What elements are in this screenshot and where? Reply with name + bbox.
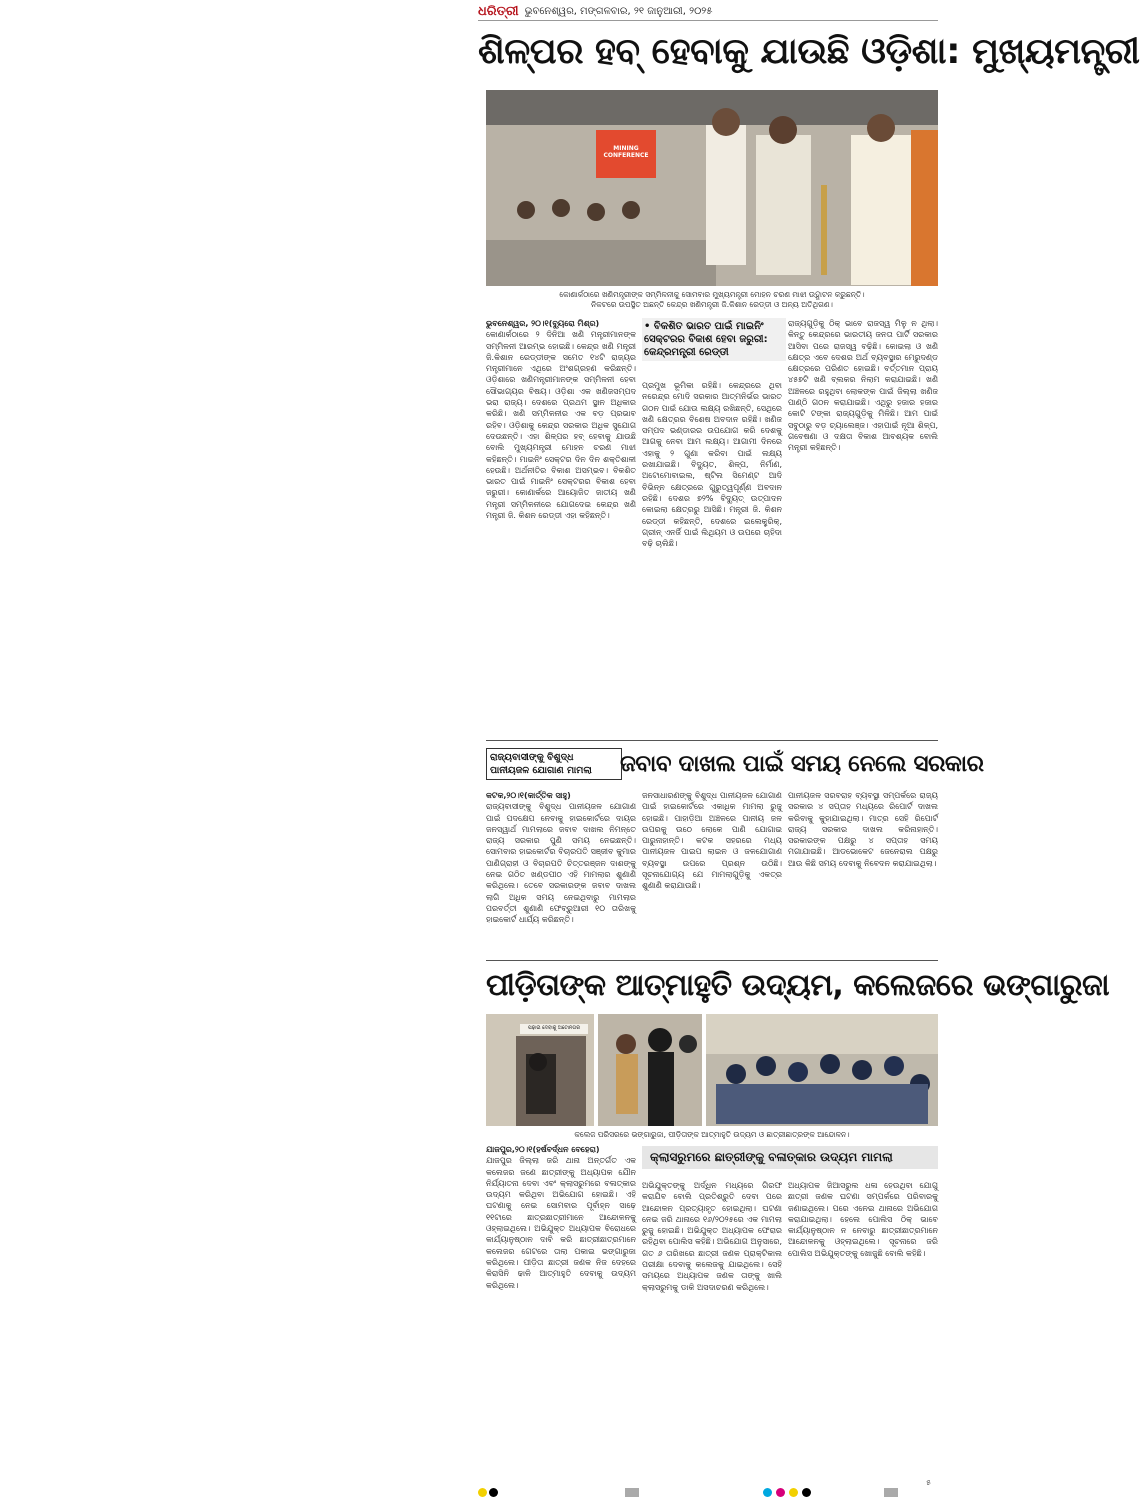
story2-side-head <box>486 748 622 780</box>
story1-subhead: • ବିକଶିତ ଭାରତ ପାଇଁ ମାଇନିଂ ସେକ୍ଟରର ବିକାଶ ହେବା ଜରୁରୀ: କେନ୍ଦ୍ରମନ୍ତ୍ରୀ ରେଡ୍ଡୀ <box>642 318 786 361</box>
story3-column-3: ଅଧ୍ୟାପକ ଜିଆସରୁଲ ଧଳା ହେଉଥିବା ଯୋଗୁ ଛାତ୍ରୀ ଜଣକ ଘଟଣା ସମ୍ପର୍କରେ ପରିବାରକୁ ଜଣାଇଥିଲେ। ପରେ ଏନେଇ ଥାନାରେ ଅଭିଯୋଗ କରାଯାଇଥିଲା। ହେଲେ ପୋଲିସ ଠିକ୍ ଭାବେ କାର୍ଯ୍ୟାନୁଷ୍ଠାନ ନ ନେବାରୁ ଛାତ୍ରୀଛାତ୍ରମାନେ ଆନ୍ଦୋଳନକୁ ଓହ୍ଲାଇଥିଲେ। ସୂଚନାରେ ଜରି ପୋଲିସ ଅଭିଯୁକ୍ତଙ୍କୁ ଖୋଜୁଛି ବୋଲି କହିଛି। <box>788 1181 938 1258</box>
registration-dot-yellow <box>478 1488 487 1497</box>
newspaper-page <box>478 0 1140 1504</box>
registration-dot-black <box>489 1488 498 1497</box>
story2-column-3: ପାନୀୟଜଳ ସରବରାହ ବ୍ୟବସ୍ଥା ସମ୍ପର୍କରେ ରାଜ୍ୟ ସରକାର ୪ ସପ୍ତାହ ମଧ୍ୟରେ ରିପୋର୍ଟ ଦାଖଲ କରିବାକୁ କୁହାଯାଇଥିଲା। ମାତ୍ର ସେହି ରିପୋର୍ଟ ରାଜ୍ୟ ସରକାର ଦାଖଲ କରିନାହାନ୍ତି। ସରକାରଙ୍କ ପକ୍ଷରୁ ୪ ସପ୍ତାହ ସମୟ ମଗାଯାଇଛି। ଆଡଭୋକେଟ ଜେନେରାଲ ପକ୍ଷରୁ ଆଉ କିଛି ସମୟ ଦେବାକୁ ନିବେଦନ କରାଯାଇଥିଲା। <box>788 791 938 868</box>
story3-column-2: ଅଭିଯୁକ୍ତଙ୍କୁ ଅର୍ଦ୍ଧିନ ମଧ୍ୟରେ ଗିରଫ କରାଯିବ ବୋଲି ପ୍ରତିଶ୍ରୁତି ଦେବା ପରେ ଆନ୍ଦୋଳନ ପ୍ରତ୍ୟାହୃତ ହୋଇଥିଲା। ଘଟଣା ନେଇ ଜରି ଥାନାରେ ୧୬/୨୦୨୫ରେ ଏକ ମାମଲା ରୁଜୁ ହୋଇଛି। ଅଭିଯୁକ୍ତ ଅଧ୍ୟାପକ ଫେରାର ରହିଥିବା ପୋଲିସ କହିଛି। ଅଭିଯୋଗ ଅନୁସାରେ, ଗତ ୬ ତାରିଖରେ ଛାତ୍ରୀ ଜଣକ ପ୍ରାକ୍ଟିକାଲ ପରୀକ୍ଷା ଦେବାକୁ କଲେଜକୁ ଯାଇଥିଲେ। ସେହି ସମୟରେ ଅଧ୍ୟାପକ ଜଣକ ତାଙ୍କୁ ଖାଲି କ୍ଲାସରୁମକୁ ଡାକି ଅସଦାଚରଣ କରିଥିଲେ। <box>642 1181 782 1292</box>
registration-gray-block <box>884 1488 898 1497</box>
registration-dot-cyan <box>763 1488 772 1497</box>
story1-headline: ଶିଳ୍ପର ହବ୍ ହେବାକୁ ଯାଉଛି ଓଡ଼ିଶା: ମୁଖ୍ୟମନ୍ତ୍ରୀ <box>478 31 1140 72</box>
story3-photo-1-sign: ପଢ଼ାଇ ଦେବାକୁ ଅଟୋନଗର <box>528 1025 580 1031</box>
story3-byline: ଯାଜପୁର,୨୦।୧(ହର୍ଷବର୍ଦ୍ଧନ ବେହେରା) <box>486 1145 600 1154</box>
story2-column-1 <box>486 790 636 958</box>
story3-headline: ପୀଡ଼ିତାଙ୍କ ଆତ୍ମାହୁତି ଉଦ୍ୟମ, କଲେଜରେ ଭଙ୍ଗାରୁଜା <box>486 968 1110 1003</box>
story2-side-head-line2: ପାନୀୟଜଳ ଯୋଗାଣ ମାମଲା <box>490 765 592 776</box>
story1-caption-line2: ନିକଟରେ ଉପସ୍ଥିତ ଅଛନ୍ତି କେନ୍ଦ୍ର ଖଣିମନ୍ତ୍ରୀ ଜି.କିଶାନ ରେଡ୍ଡୀ ଓ ଅନ୍ୟ ଅତିଥିଗଣ। <box>591 300 833 309</box>
story1-photo-banner: MINING CONFERENCE <box>603 145 649 159</box>
registration-gray-block <box>625 1488 639 1497</box>
story1-photo-illustration <box>486 90 938 286</box>
newspaper-logo: ଧରିତ୍ରୀ <box>478 3 519 19</box>
story3-caption: କଲେଜ ପରିସରରେ ଭଙ୍ଗାରୁଜା, ପୀଡ଼ିତାଙ୍କ ଆତ୍ମାହୁତି ଉଦ୍ୟମ ଓ ଛାତ୍ରୀଛାତ୍ରଙ୍କ ଆନ୍ଦୋଳନ। <box>574 1130 850 1139</box>
story1-column-2: ପ୍ରମୁଖ ଭୂମିକା ରହିଛି। କେନ୍ଦ୍ରରେ ଥିବା ନରେନ୍ଦ୍ର ମୋଦି ସରକାର ଆତ୍ମନିର୍ଭର ଭାରତ ଗଠନ ପାଇଁ ଯୋଉ ଲକ୍ଷ୍ୟ ରଖିଛନ୍ତି, ସେଥିରେ ଖଣି କ୍ଷେତ୍ରର ବିଶେଷ ଅବଦାନ ରହିଛି। ଖଣିଜ ସମ୍ପଦ ଭଣ୍ଡାରର ଉପଯୋଗ କରି ଦେଶକୁ ଆଗକୁ ନେବା ଆମ ଲକ୍ଷ୍ୟ। ଆଗାମୀ ଦିନରେ ଏହାକୁ ୨ ଗୁଣା କରିବା ପାଇଁ ଲକ୍ଷ୍ୟ ରଖାଯାଇଛି। ବିଦ୍ୟୁତ, ଶିଳ୍ପ, ନିର୍ମାଣ, ଅଟୋମୋବାଇଲ, ଷ୍ଟିଲ ସିମେଣ୍ଟ ଆଦି ବିଭିନ୍ନ କ୍ଷେତ୍ରରେ ଗୁରୁତ୍ୱପୂର୍ଣ୍ଣ ଅବଦାନ ରହିଛି। ଦେଶର ୭୨% ବିଦ୍ୟୁତ୍ ଉତ୍ପାଦନ କୋଇଲା କ୍ଷେତ୍ରରୁ ଆସିଛି। ମନ୍ତ୍ରୀ ଜି. କିଶନ ରେଡ୍ଡୀ କହିଛନ୍ତି, ଦେଶରେ ଇଲେକ୍ଟ୍ରିକ୍, ଗ୍ରୀନ୍ ଏନର୍ଜି ପାଇଁ ଲିଥିୟମ ଓ ଉପରେ ଚାହିଦା ବଢ଼ି ଚାଲିଛି। <box>642 381 782 549</box>
story3-column-1-text: ଯାଜପୁର ଜିଲ୍ଲା ଜରି ଥାନା ଅନ୍ତର୍ଗତ ଏକ କଲେଜର ଜଣେ ଛାତ୍ରୀଙ୍କୁ ଅଧ୍ୟାପକ ଯୌନ ନିର୍ଯ୍ୟାତନା ଦେବା ଏବଂ କ୍ଲାସରୁମରେ ବଳାତ୍କାର ଉଦ୍ୟମ କରିଥିବା ଅଭିଯୋଗ ହୋଇଛି। ଏହି ଘଟଣାକୁ ନେଇ ସୋମବାର ପୂର୍ବାହ୍ନ ସାଢ଼େ ୧୧ଟାରେ ଛାତ୍ରଛାତ୍ରୀମାନେ ଆନ୍ଦୋଳନକୁ ଓହ୍ଲାଇଥିଲେ। ଅଭିଯୁକ୍ତ ଅଧ୍ୟାପକ ବିରୋଧରେ କାର୍ଯ୍ୟାନୁଷ୍ଠାନ ଦାବି କରି ଛାତ୍ରୀଛାତ୍ରମାନେ କଲେଜର ଗେଟରେ ତାଲା ପକାଇ ଭଙ୍ଗାରୁଜା କରିଥିଲେ। ପୀଡ଼ିତା ଛାତ୍ରୀ ଜଣକ ନିଜ ଦେହରେ କିରାସିନି ଢାଳି ଆତ୍ମାହୁତି ଦେବାକୁ ଉଦ୍ୟମ କରିଥିଲେ। <box>486 1156 636 1290</box>
story2-byline: କଟକ,୨୦।୧(କାର୍ତ୍ତିକ ସାହୁ) <box>486 791 571 800</box>
divider <box>486 740 938 741</box>
story2-column-2: ଜନସାଧାରଣଙ୍କୁ ବିଶୁଦ୍ଧ ପାନୀୟଜଳ ଯୋଗାଣ ପାଇଁ ହାଇକୋର୍ଟରେ ଏକାଧିକ ମାମଲା ରୁଜୁ ହୋଇଛି। ପାହାଡ଼ିଆ ଅଞ୍ଚଳରେ ପାନୀୟ ଜଳ ଉପରକୁ ଉଠେ ଲୋକେ ପାଣି ଯୋଗାଇ ପାରୁନାହାନ୍ତି। କଟକ ସହରରେ ମଧ୍ୟ ପାନୀୟଜଳ ପାଇପ ଲାଇନ ଓ ଜଳଯୋଗାଣ ବ୍ୟବସ୍ଥା ଉପରେ ପ୍ରଶ୍ନ ଉଠିଛି। ସୂଚନାଯୋଗ୍ୟ ଯେ ମାମଲାଗୁଡ଼ିକୁ ଏକତ୍ର ଶୁଣାଣି କରାଯାଉଛି। <box>642 791 782 891</box>
masthead <box>478 2 938 21</box>
story1-photo <box>486 90 938 286</box>
story2-column-1-text: ରାଜ୍ୟବାସୀଙ୍କୁ ବିଶୁଦ୍ଧ ପାନୀୟଜଳ ଯୋଗାଣ ପାଇଁ ପଦକ୍ଷେପ ନେବାକୁ ହାଇକୋର୍ଟରେ ଦାୟର ଜନସ୍ୱାର୍ଥ ମାମଲାରେ ଜବାବ ଦାଖଲ ନିମନ୍ତେ ରାଜ୍ୟ ସରକାର ପୁଣି ସମୟ ନେଇଛନ୍ତି। ସୋମବାର ହାଇକୋର୍ଟର ବିଚାରପତି ସଞ୍ଜୀବ କୁମାର ପାଣିଗ୍ରାହୀ ଓ ବିଚାରପତି ଚିତ୍ତରଞ୍ଜନ ଦାଶଙ୍କୁ ନେଇ ଗଠିତ ଖଣ୍ଡପୀଠ ଏହି ମାମଲାର ଶୁଣାଣି କରିଥିଲେ। ତେବେ ସରକାରଙ୍କ ଜବାବ ଦାଖଲ ଲାଗି ଅଧିକ ସମୟ ନେଇଥିବାରୁ ମାମଲାର ପରବର୍ତ୍ତୀ ଶୁଣାଣି ଫେବ୍ରୁଆରୀ ୧୦ ତାରିଖକୁ ହାଇକୋର୍ଟ ଧାର୍ଯ୍ୟ କରିଛନ୍ତି। <box>486 802 636 925</box>
story3-photo-2 <box>598 1014 702 1126</box>
registration-dot-yellow <box>789 1488 798 1497</box>
dateline: ଭୁବନେଶ୍ୱର, ମଙ୍ଗଳବାର, ୨୧ ଜାନୁଆରୀ, ୨୦୨୫ <box>524 5 713 17</box>
story1-caption <box>486 290 938 310</box>
story2-side-head-line1: ରାଜ୍ୟବାସୀଙ୍କୁ ବିଶୁଦ୍ଧ <box>490 752 574 763</box>
story3-column-1 <box>486 1144 636 1474</box>
story1-caption-line1: କୋଣାର୍କଠାରେ ଖଣିମନ୍ତ୍ରୀଙ୍କ ସମ୍ମିଳନୀକୁ ସୋମବାର ମୁଖ୍ୟମନ୍ତ୍ରୀ ମୋହନ ଚରଣ ମାଝୀ ଉଦ୍ଘାଟନ କରୁଛନ୍ତି। <box>559 290 865 299</box>
story3-photo-3 <box>706 1014 938 1126</box>
registration-dot-magenta <box>776 1488 785 1497</box>
page-number: ୫ <box>926 1478 931 1487</box>
story3-photo-3-illustration <box>706 1014 938 1126</box>
story3-photo-1 <box>486 1014 594 1126</box>
story1-column-1-text: କୋଣାର୍କଠାରେ ୨ ଦିନିଆ ଖଣି ମନ୍ତ୍ରୀମାନଙ୍କ ସମ୍ମିଳନୀ ଆରମ୍ଭ ହୋଇଛି। କେନ୍ଦ୍ର ଖଣି ମନ୍ତ୍ରୀ ଜି.କିଶାନ ରେଡ୍ଡୀଙ୍କ ସମେତ ୧୪ଟି ରାଜ୍ୟର ମନ୍ତ୍ରୀମାନେ ଏଥିରେ ଅଂଶଗ୍ରହଣ କରିଛନ୍ତି। ଓଡ଼ିଶାରେ ଖଣିମନ୍ତ୍ରୀମାନଙ୍କ ସମ୍ମିଳନୀ ହେବା ସୌଭାଗ୍ୟର ବିଷୟ। ଓଡ଼ିଶା ଏକ ଖଣିଜସମ୍ପଦ ଭରା ରାଜ୍ୟ। ଦେଶରେ ପ୍ରଥମ ସ୍ଥାନ ଅଧିକାର କରିଛି। ଖଣି ସମ୍ମିଳନୀର ଏକ ବଡ଼ ପ୍ରଭାବ ରହିବ। ଓଡ଼ିଶାକୁ କେନ୍ଦ୍ର ସରକାର ଅଧିକ ସୁଯୋଗ ଦେଉଛନ୍ତି। ଏହା ଶିଳ୍ପର ହବ୍ ହେବାକୁ ଯାଉଛି ବୋଲି ମୁଖ୍ୟମନ୍ତ୍ରୀ ମୋହନ ଚରଣ ମାଝୀ କହିଛନ୍ତି। ମାଇନିଂ ସେକ୍ଟର ଦିନ ଦିନ ଶକ୍ତିଶାଳୀ ହେଉଛି। ଅର୍ଥନୀତିର ବିକାଶ ଅସମ୍ଭବ। ବିକଶିତ ଭାରତ ପାଇଁ ମାଇନିଂ ସେକ୍ଟରର ବିକାଶ ହେବା ଜରୁରୀ। କୋଣାର୍କରେ ଆୟୋଜିତ ଜାତୀୟ ଖଣି ମନ୍ତ୍ରୀ ସମ୍ମିଳନୀରେ ଯୋଗଦେଇ କେନ୍ଦ୍ର ଖଣି ମନ୍ତ୍ରୀ ଜି. କିଶନ ରେଡ୍ଡୀ ଏହା କହିଛନ୍ତି। <box>486 330 636 521</box>
divider <box>486 960 938 961</box>
story1-byline: ଭୁବନେଶ୍ୱର, ୨୦।୧(ବ୍ୟୁରୋ ମିଶ୍ର) <box>486 319 600 328</box>
story3-subhead: କ୍ଲାସରୁମରେ ଛାତ୍ରୀଙ୍କୁ ବଳାତ୍କାର ଉଦ୍ୟମ ମାମଲା <box>642 1146 938 1169</box>
registration-dot-black <box>802 1488 811 1497</box>
story3-photo-2-illustration <box>598 1014 702 1126</box>
story1-column-3: ରାଜ୍ୟଗୁଡ଼ିକୁ ଠିକ୍ ଭାବେ ରାଜସ୍ୱ ମିଳୁ ନ ଥିଲା। କିନ୍ତୁ କେନ୍ଦ୍ରରେ ଭାରତୀୟ ଜନତା ପାର୍ଟି ସରକାର ଆସିବା ପରେ ରାଜସ୍ୱ ବଢ଼ିଛି। କୋଇଲା ଓ ଖଣି କ୍ଷେତ୍ର ଏବେ ଦେଶର ଅର୍ଥ ବ୍ୟବସ୍ଥାର ମେରୁଦଣ୍ଡ କ୍ଷେତ୍ରରେ ପରିଣତ ହୋଇଛି। ବର୍ତ୍ତମାନ ପ୍ରାୟ ୪୫୭ଟି ଖଣି ବ୍ଲକର ନିଲାମ କରାଯାଇଛି। ଖଣି ଅଞ୍ଚଳରେ ରହୁଥିବା ଲୋକଙ୍କ ପାଇଁ ଜିଲ୍ଲା ଖଣିଜ ପାଣ୍ଠି ଗଠନ କରାଯାଇଛି। ଏଥିରୁ ହଜାର ହଜାର କୋଟି ଟଙ୍କା ରାଜ୍ୟଗୁଡ଼ିକୁ ମିଳିଛି। ଆମ ପାଇଁ ସବୁଠାରୁ ବଡ଼ ଚ୍ୟାଲେଞ୍ଜ। ଏହାପାଇଁ ନୂଆ ଶିଳ୍ପ, ଗବେଷଣା ଓ ଦକ୍ଷତା ବିକାଶ ଆବଶ୍ୟକ ବୋଲି ମନ୍ତ୍ରୀ କହିଛନ୍ତି। <box>788 319 938 453</box>
print-registration-footer <box>0 1478 945 1504</box>
story2-headline: ଜବାବ ଦାଖଲ ପାଇଁ ସମୟ ନେଲେ ସରକାର <box>620 751 984 777</box>
story1-column-1 <box>486 318 636 736</box>
